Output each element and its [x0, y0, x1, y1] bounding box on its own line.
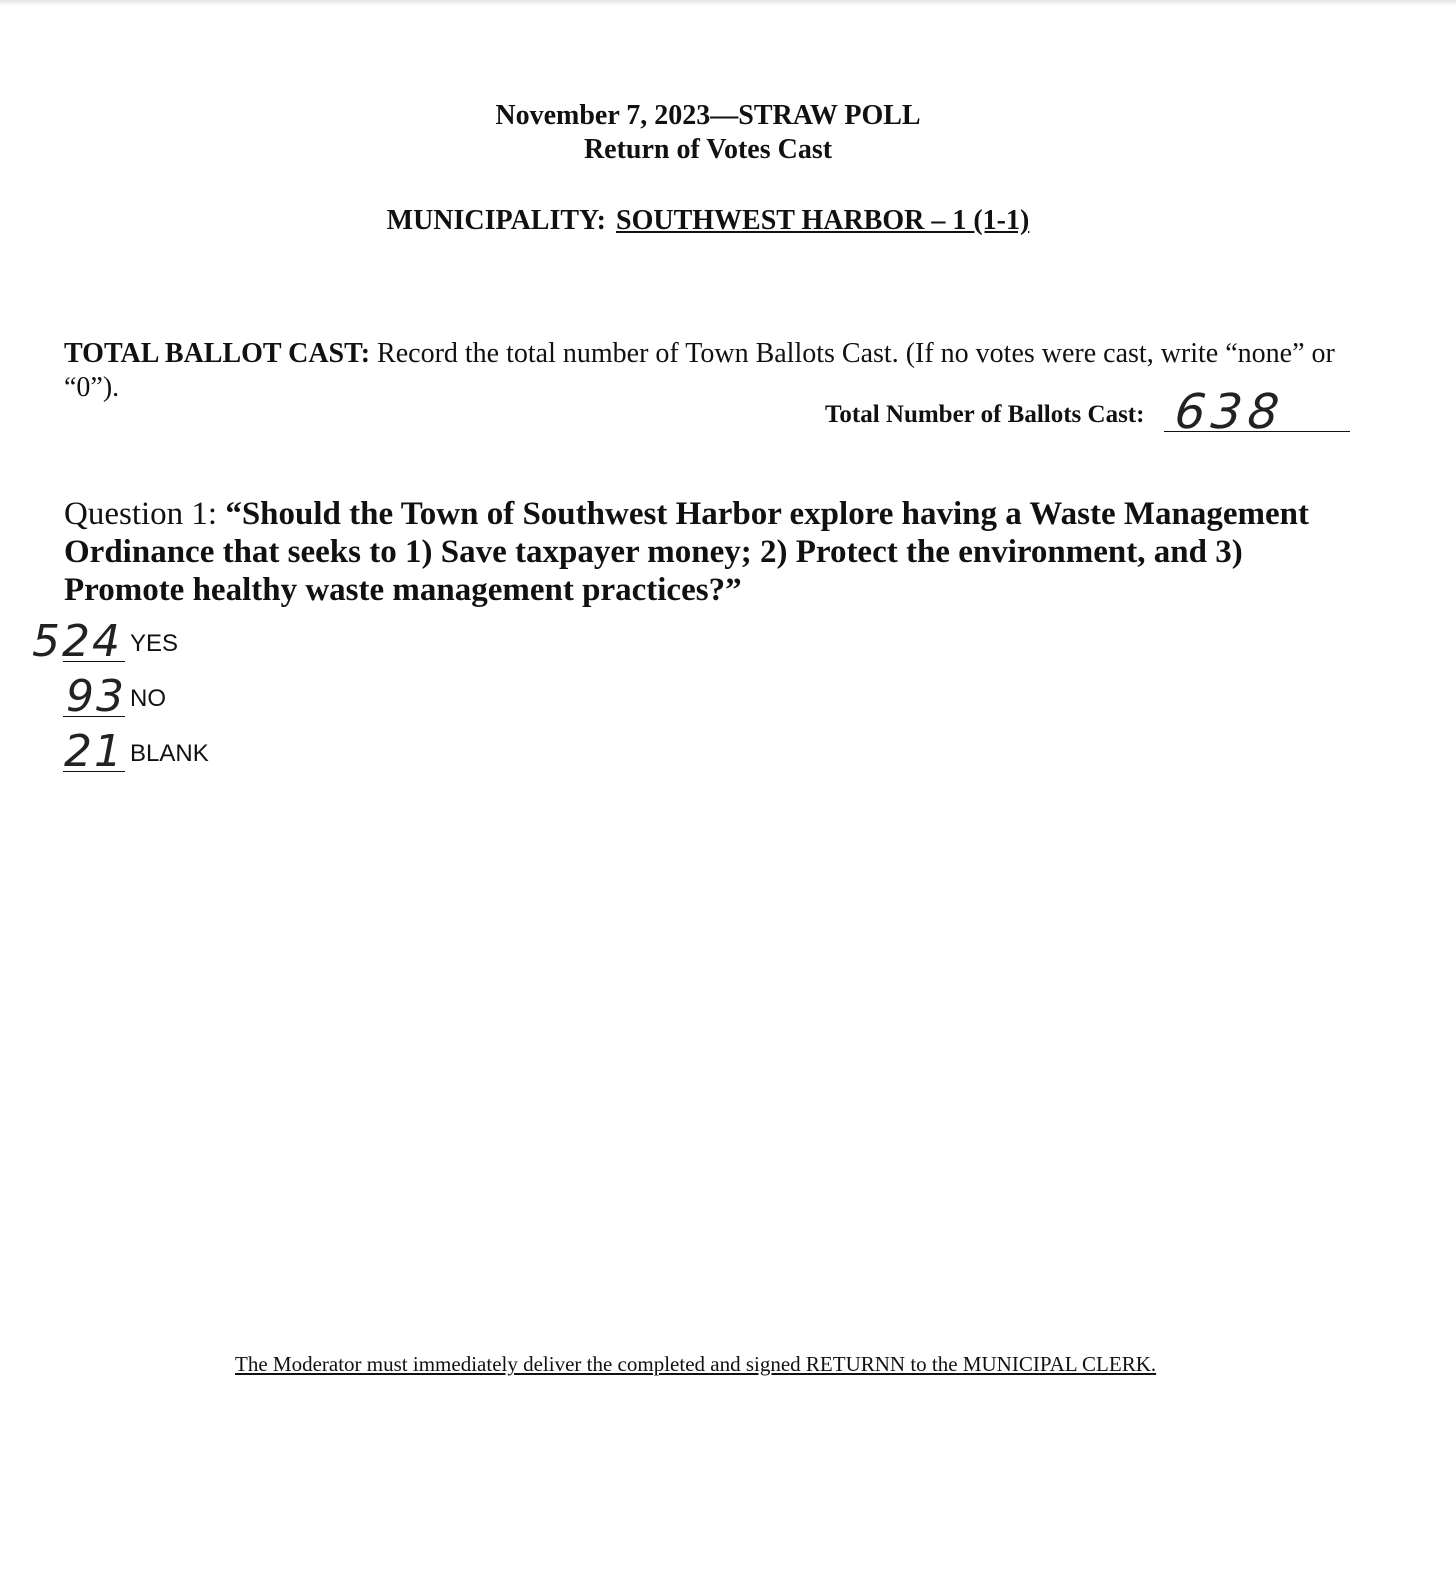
- result-label: NO: [130, 685, 166, 712]
- question-1: [64, 495, 1364, 609]
- municipality-line: [0, 205, 1416, 237]
- result-label: BLANK: [130, 740, 209, 767]
- result-count: 93: [66, 671, 126, 722]
- document-title: November 7, 2023—STRAW POLL: [495, 100, 921, 131]
- total-ballot-heading: TOTAL BALLOT CAST:: [64, 338, 371, 369]
- municipality-value: SOUTHWEST HARBOR – 1 (1-1): [616, 205, 1030, 236]
- total-ballot-instruction-text: Record the total number of Town Ballots Cast. (If no votes were cast, write “none” or “0”).: [64, 338, 1335, 403]
- page-top-edge: [0, 0, 1456, 6]
- total-ballots-field-label: Total Number of Ballots Cast:: [825, 401, 1145, 428]
- result-label: YES: [130, 630, 179, 657]
- total-ballots-handwritten-value: 638: [1172, 384, 1288, 440]
- result-count: 524: [32, 616, 122, 667]
- result-underline: [63, 771, 125, 772]
- document-subtitle: Return of Votes Cast: [583, 134, 833, 165]
- question-text: “Should the Town of Southwest Harbor explore having a Waste Management Ordinance that seeks to 1) Save taxpayer money; 2) Protect the environment, and 3) Promote healthy waste management practices?”: [64, 496, 1309, 608]
- question-label: Question 1:: [64, 496, 218, 532]
- municipality-label: MUNICIPALITY:: [386, 205, 607, 236]
- result-count: 21: [64, 726, 124, 777]
- result-underline: [63, 716, 125, 717]
- total-ballot-instructions: [64, 337, 1364, 405]
- result-underline: [63, 661, 125, 662]
- footer-note: The Moderator must immediately deliver the completed and signed RETURNN to the MUNICIPAL CLERK.: [235, 1352, 1157, 1376]
